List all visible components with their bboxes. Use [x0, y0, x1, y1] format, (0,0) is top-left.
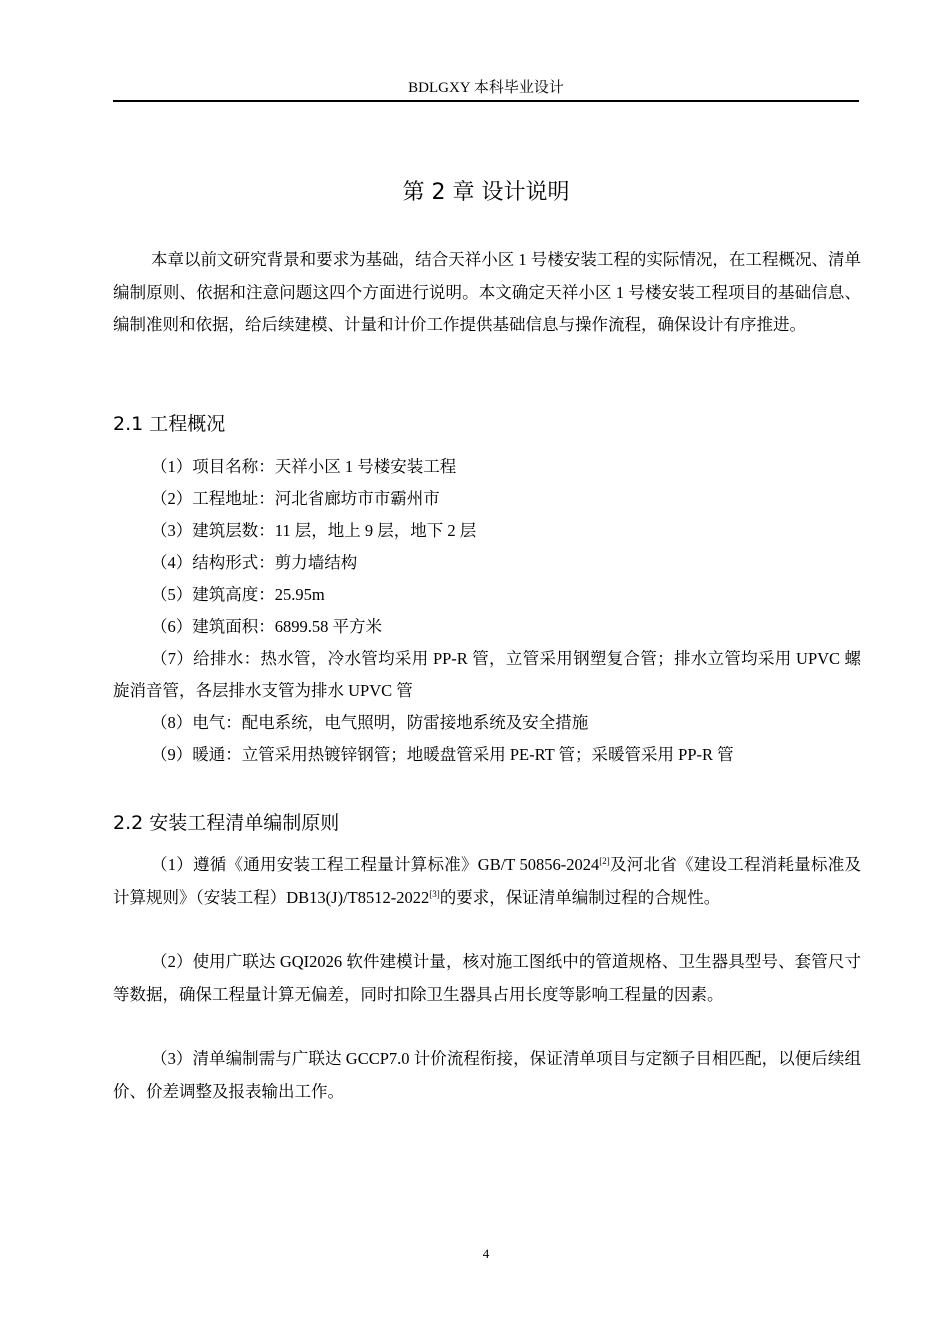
list-item: （3）建筑层数：11 层，地上 9 层，地下 2 层 — [151, 521, 477, 540]
page-number: 4 — [482, 1246, 490, 1261]
principle-paragraph-1 — [113, 849, 861, 914]
list-item: （4）结构形式：剪力墙结构 — [151, 553, 358, 572]
header-divider — [113, 100, 859, 102]
section-heading-2-2: 2.2 安装工程清单编制原则 — [113, 812, 340, 834]
list-item: （6）建筑面积：6899.58 平方米 — [151, 617, 382, 636]
chapter-title: 第 2 章 设计说明 — [402, 180, 570, 205]
list-item: （8）电气：配电系统，电气照明，防雷接地系统及安全措施 — [151, 713, 589, 732]
list-item: （1）项目名称：天祥小区 1 号楼安装工程 — [151, 457, 457, 476]
citation-ref: [3] — [429, 888, 440, 899]
list-item: （9）暖通：立管采用热镀锌钢管；地暖盘管采用 PE-RT 管；采暖管采用 PP-R 管 — [151, 745, 734, 764]
running-header: BDLGXY 本科毕业设计 — [408, 80, 564, 96]
principle-paragraph-3: （3）清单编制需与广联达 GCCP7.0 计价流程衔接，保证清单项目与定额子目相匹配，以便后续组价、价差调整及报表输出工作。 — [113, 1049, 861, 1101]
chapter-intro-paragraph: 本章以前文研究背景和要求为基础，结合天祥小区 1 号楼安装工程的实际情况，在工程概况、清单编制原则、依据和注意问题这四个方面进行说明。本文确定天祥小区 1 号楼安装工程项目的基础信息、编制准则和依据，给后续建模、计量和计价工作提供基础信息与操作流程，确保设计有序推进。 — [113, 250, 861, 334]
section-heading-2-1: 2.1 工程概况 — [113, 413, 226, 435]
citation-ref: [2] — [599, 856, 610, 866]
list-item: （2）工程地址：河北省廊坊市市霸州市 — [151, 489, 440, 508]
list-item-wrapped: （7）给排水：热水管，冷水管均采用 PP-R 管，立管采用钢塑复合管；排水立管均采用 UPVC 螺旋消音管，各层排水支管为排水 UPVC 管 — [113, 649, 861, 700]
principle-1-text-c: 的要求，保证清单编制过程的合规性。 — [439, 887, 721, 907]
list-item: （5）建筑高度：25.95m — [151, 585, 325, 604]
principle-1-text-b: 及河北省《建设工程消耗量标准及计算规则》（安装工程）DB13(J)/T8512-2022 — [113, 855, 862, 907]
principle-paragraph-2: （2）使用广联达 GQI2026 软件建模计量，核对施工图纸中的管道规格、卫生器具型号、套管尺寸等数据，确保工程量计算无偏差，同时扣除卫生器具占用长度等影响工程量的因素。 — [113, 952, 861, 1004]
principle-1-text-a: （1）遵循《通用安装工程工程量计算标准》GB/T 50856-2024 — [151, 855, 600, 874]
